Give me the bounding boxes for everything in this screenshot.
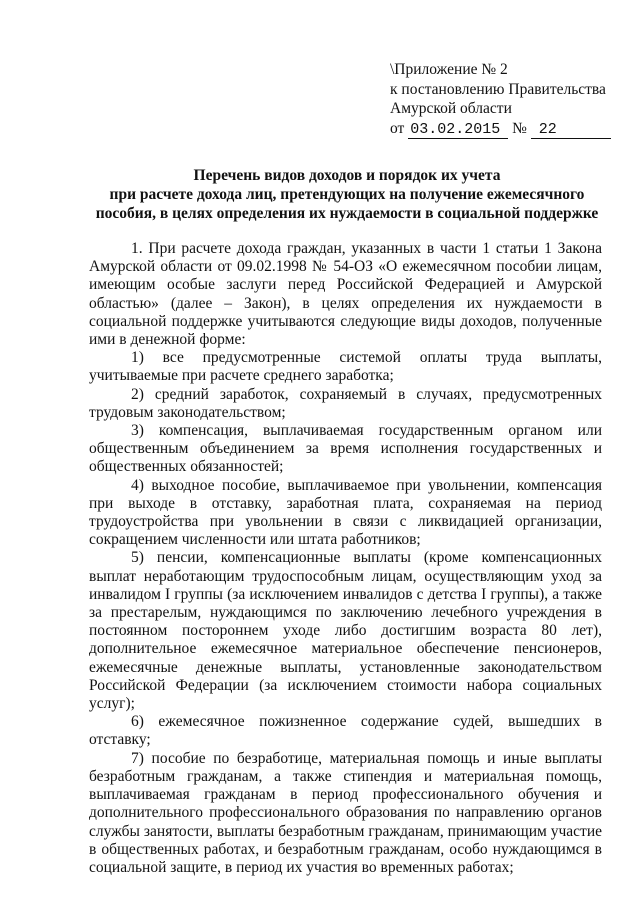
resolution-reference: к постановлению Правительства xyxy=(390,80,606,98)
list-item-6: 6) ежемесячное пожизненное содержание судей, вышедших в отставку; xyxy=(89,713,602,749)
region-name: Амурской области xyxy=(390,100,512,117)
paragraph-1: 1. При расчете дохода граждан, указанных в части 1 статьи 1 Закона Амурской области от 09.02.1998 № 54-ОЗ «О ежемесячном пособии лицам, имеющим особые заслуги перед Российской Федерацией и Амурской областью» (далее – Закон), в целях определения их нуждаемости в социальной поддержке учитываются следующие виды доходов, полученные ими в денежной форме: xyxy=(89,240,602,349)
document-title xyxy=(88,166,606,223)
list-item-1: 1) все предусмотренные системой оплаты труда выплаты, учитываемые при расчете среднего заработка; xyxy=(89,349,602,385)
title-line-3: пособия, в целях определения их нуждаемости в социальной поддержке xyxy=(95,205,599,222)
appendix-number: \Приложение № 2 xyxy=(390,61,508,78)
appendix-header xyxy=(390,60,620,139)
list-item-4: 4) выходное пособие, выплачиваемое при увольнении, компенсация при выходе в отставку, заработная плата, сохраняемая на период трудоустройства при увольнении в связи с ликвидацией организации, сокращением численности или штата работников; xyxy=(89,476,602,549)
document-body xyxy=(89,240,602,877)
resolution-number: 22 xyxy=(531,122,611,139)
title-line-1: Перечень видов доходов и порядок их учета xyxy=(193,167,501,184)
list-item-2: 2) средний заработок, сохраняемый в случаях, предусмотренных трудовым законодательством; xyxy=(89,385,602,421)
from-label: от xyxy=(390,119,405,137)
number-sign: № xyxy=(512,119,527,137)
list-item-3: 3) компенсация, выплачиваемая государственным органом или общественным объединением за время исполнения государственных и общественных обязанностей; xyxy=(89,422,602,476)
date-number-line xyxy=(390,119,620,139)
list-item-5: 5) пенсии, компенсационные выплаты (кроме компенсационных выплат неработающим трудоспособным лицам, осуществляющим уход за инвалидом I группы (за исключением инвалидов с детства I группы), а также за престарелым, нуждающимся по заключению лечебного учреждения в постоянном постороннем уходе либо достигшим возраста 80 лет), дополнительное ежемесячное материальное обеспечение пенсионеров, ежемесячные денежные выплаты, установленные законодательством Российской Федерации (за исключением стоимости набора социальных услуг); xyxy=(89,549,602,713)
list-item-7: 7) пособие по безработице, материальная помощь и иные выплаты безработным гражданам, а также стипендия и материальная помощь, выплачиваемая гражданам в период профессионального обучения и дополнительного профессионального образования по направлению органов службы занятости, выплаты безработным гражданам, принимающим участие в общественных работах, и безработным гражданам, особо нуждающимся в социальной защите, в период их участия во временных работах; xyxy=(89,749,602,876)
title-line-2: при расчете дохода лиц, претендующих на получение ежемесячного xyxy=(109,186,585,203)
resolution-date: 03.02.2015 xyxy=(408,122,508,139)
